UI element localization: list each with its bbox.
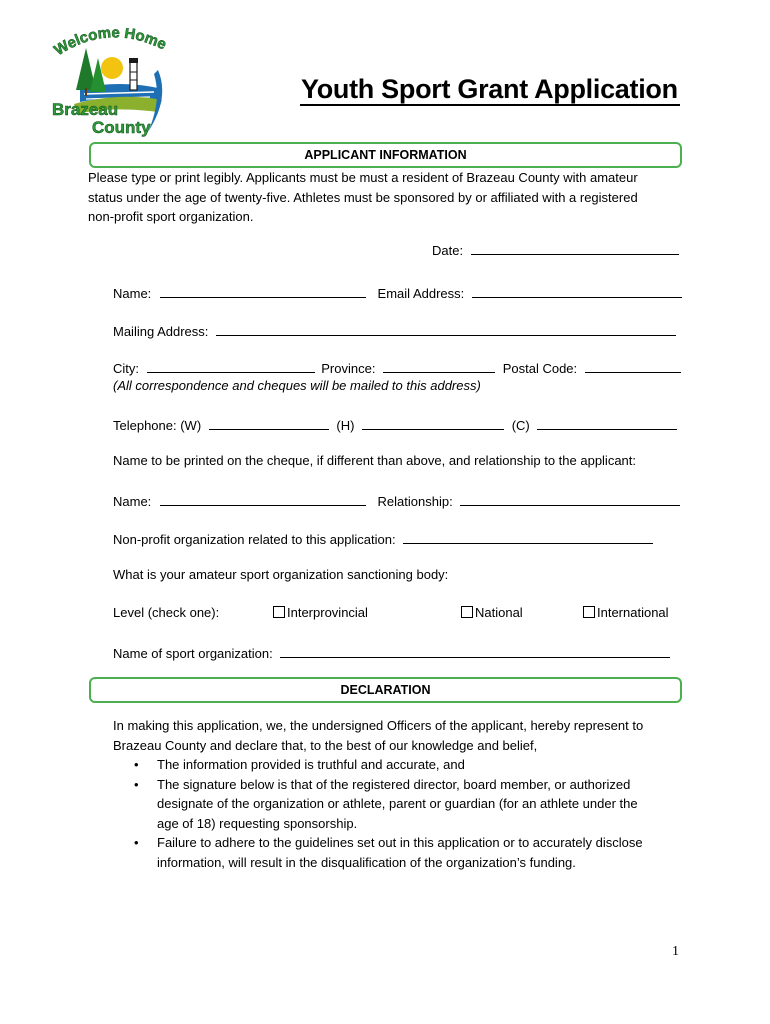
declaration-line: In making this application, we, the undersigned Officers of the applicant, hereby represent to bbox=[113, 718, 644, 733]
sport-org-row bbox=[113, 643, 670, 661]
intro-line: Please type or print legibly. Applicants must be must a resident of Brazeau County with amateur bbox=[88, 170, 638, 185]
cheque-name-field[interactable] bbox=[160, 491, 366, 506]
telephone-cell-label: (C) bbox=[511, 418, 530, 433]
bullet-line: age of 18) requesting sponsorship. bbox=[157, 815, 358, 831]
list-item bbox=[120, 833, 643, 872]
applicant-information-heading bbox=[89, 142, 682, 168]
sport-org-field[interactable] bbox=[280, 643, 670, 658]
mailing-address-field[interactable] bbox=[216, 321, 676, 336]
postal-code-field[interactable] bbox=[585, 358, 681, 373]
logo-name-line2: County bbox=[92, 118, 151, 137]
title-underline bbox=[300, 104, 680, 106]
bullet-icon: • bbox=[134, 776, 139, 792]
declaration-heading bbox=[89, 677, 682, 703]
province-label: Province: bbox=[321, 361, 376, 376]
brazeau-county-logo bbox=[50, 28, 170, 140]
cheque-name-label: Name: bbox=[113, 494, 152, 509]
intro-line: status under the age of twenty-five. Athletes must be sponsored by or affiliated with a registered bbox=[88, 189, 638, 205]
cheque-name-row bbox=[113, 491, 680, 509]
relationship-label: Relationship: bbox=[377, 494, 453, 509]
postal-code-label: Postal Code: bbox=[502, 361, 578, 376]
city-row bbox=[113, 358, 681, 376]
name-label: Name: bbox=[113, 286, 152, 301]
mail-note: (All correspondence and cheques will be mailed to this address) bbox=[113, 378, 481, 393]
nonprofit-field[interactable] bbox=[403, 529, 653, 544]
bullet-line: Failure to adhere to the guidelines set out in this application or to accurately disclose bbox=[157, 835, 643, 850]
checkbox-icon[interactable] bbox=[583, 606, 595, 618]
declaration-intro bbox=[113, 716, 643, 755]
list-item bbox=[120, 755, 643, 775]
page-title: Youth Sport Grant Application bbox=[301, 74, 678, 104]
bullet-line: designate of the organization or athlete, parent or guardian (for an athlete under the bbox=[157, 796, 638, 811]
level-option-label: Interprovincial bbox=[287, 605, 368, 620]
bullet-line: The signature below is that of the registered director, board member, or authorized bbox=[157, 776, 631, 792]
applicant-intro bbox=[88, 168, 638, 227]
level-option-interprovincial[interactable] bbox=[273, 605, 368, 620]
telephone-home-label: (H) bbox=[336, 418, 355, 433]
bullet-line: information, will result in the disqualification of the organization’s funding. bbox=[157, 854, 576, 870]
declaration-line: Brazeau County and declare that, to the best of our knowledge and belief, bbox=[113, 737, 538, 753]
sanctioning-body-prompt: What is your amateur sport organization sanctioning body: bbox=[113, 567, 449, 582]
bullet-icon: • bbox=[134, 757, 139, 772]
province-field[interactable] bbox=[383, 358, 495, 373]
declaration-heading-text: DECLARATION bbox=[340, 683, 431, 697]
bullet-line: The information provided is truthful and accurate, and bbox=[157, 757, 465, 772]
level-option-label: International bbox=[597, 605, 669, 620]
logo-name-line1: Brazeau bbox=[52, 100, 119, 119]
email-field[interactable] bbox=[472, 283, 682, 298]
list-item bbox=[120, 775, 643, 834]
cheque-name-prompt: Name to be printed on the cheque, if different than above, and relationship to the applicant: bbox=[113, 453, 637, 468]
nonprofit-label: Non-profit organization related to this application: bbox=[113, 532, 396, 547]
telephone-home-field[interactable] bbox=[362, 415, 504, 430]
relationship-field[interactable] bbox=[460, 491, 680, 506]
level-option-label: National bbox=[475, 605, 523, 620]
date-row bbox=[432, 240, 679, 258]
date-field[interactable] bbox=[471, 240, 679, 255]
name-field[interactable] bbox=[160, 283, 366, 298]
level-label: Level (check one): bbox=[113, 605, 220, 620]
date-label: Date: bbox=[432, 243, 464, 258]
name-email-row bbox=[113, 283, 682, 301]
city-field[interactable] bbox=[147, 358, 315, 373]
nonprofit-row bbox=[113, 529, 653, 547]
bullet-icon: • bbox=[134, 835, 139, 850]
level-option-national[interactable] bbox=[461, 605, 523, 620]
logo-arc-text: Welcome Home bbox=[51, 28, 170, 60]
svg-text:Welcome Home bbox=[51, 28, 169, 59]
applicant-heading-text: APPLICANT INFORMATION bbox=[304, 148, 467, 162]
email-label: Email Address: bbox=[377, 286, 465, 301]
declaration-bullets bbox=[120, 755, 643, 872]
sport-org-label: Name of sport organization: bbox=[113, 646, 273, 661]
checkbox-icon[interactable] bbox=[461, 606, 473, 618]
telephone-work-label: Telephone: (W) bbox=[113, 418, 202, 433]
telephone-cell-field[interactable] bbox=[537, 415, 677, 430]
page-number: 1 bbox=[672, 944, 679, 959]
checkbox-icon[interactable] bbox=[273, 606, 285, 618]
mailing-row bbox=[113, 321, 676, 339]
level-option-international[interactable] bbox=[583, 605, 669, 620]
telephone-row bbox=[113, 415, 677, 433]
mailing-label: Mailing Address: bbox=[113, 324, 209, 339]
telephone-work-field[interactable] bbox=[209, 415, 329, 430]
city-label: City: bbox=[113, 361, 139, 376]
intro-line: non-profit sport organization. bbox=[88, 209, 254, 224]
level-row bbox=[113, 605, 683, 623]
